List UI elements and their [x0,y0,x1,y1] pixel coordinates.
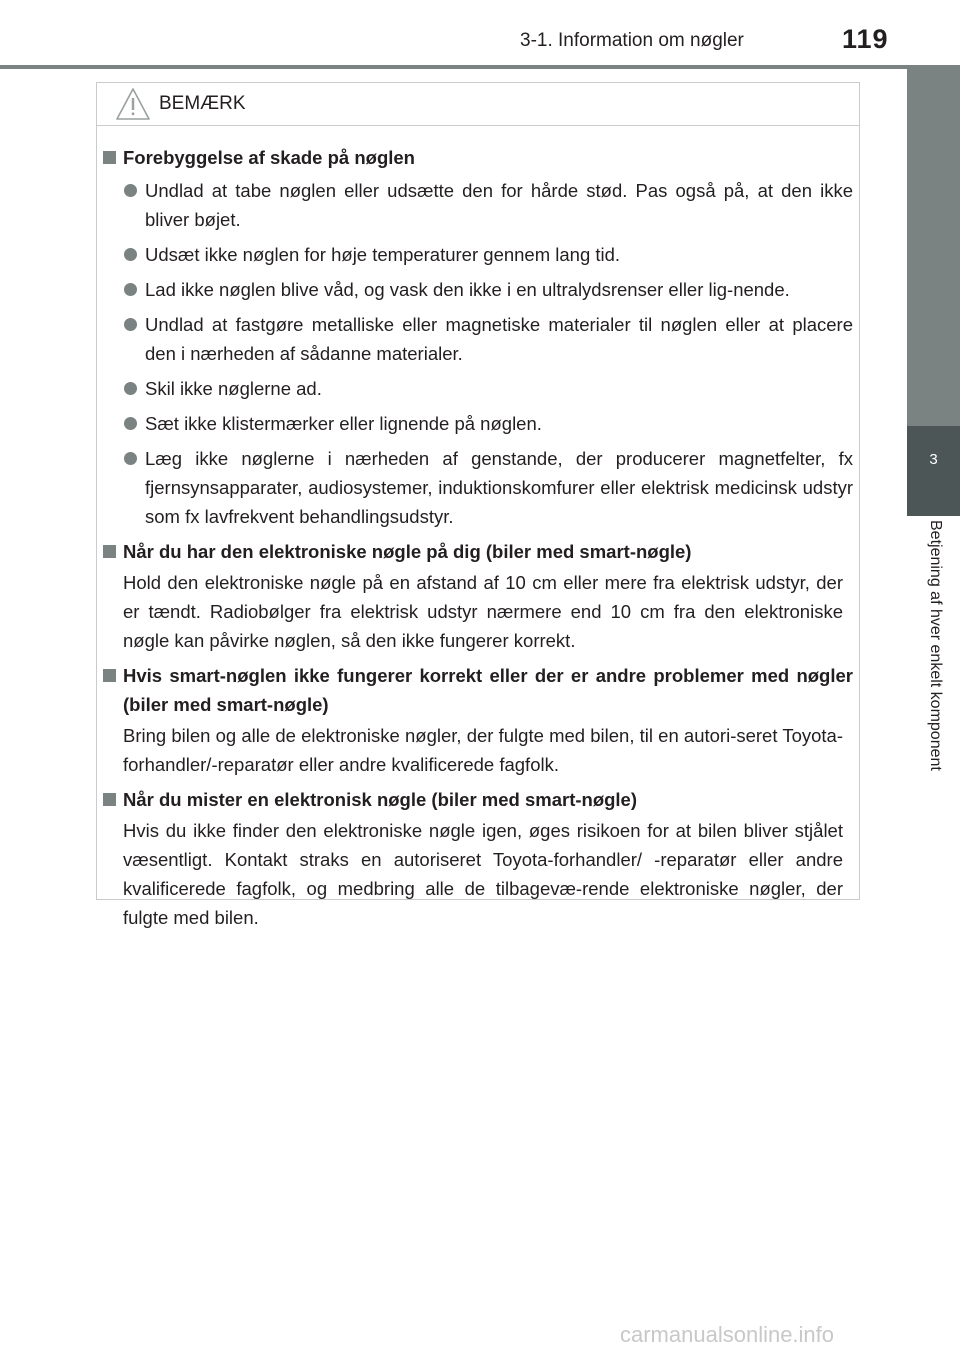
section-heading-text: Hvis smart-nøglen ikke fungerer korrekt eller der er andre problemer med nøgler (biler med smart-nøgle) [123,665,853,715]
square-bullet-icon [103,151,116,164]
round-bullet-icon [124,382,137,395]
list-item-text: Sæt ikke klistermærker eller lignende på nøglen. [145,413,542,434]
round-bullet-icon [124,318,137,331]
square-bullet-icon [103,793,116,806]
list-item [97,409,861,438]
square-bullet-icon [103,545,116,558]
round-bullet-icon [124,248,137,261]
round-bullet-icon [124,184,137,197]
round-bullet-icon [124,452,137,465]
square-bullet-icon [103,669,116,682]
list-item-text: Skil ikke nøglerne ad. [145,378,322,399]
list-item-text: Læg ikke nøglerne i nærheden af genstande, der producerer magnetfelter, fx fjernsynsapparater, audiosystemer, induktionskomfurer eller elektrisk medicinsk udstyr som fx lavfrekvent behandlingsudstyr. [145,448,853,527]
side-tab-upper [907,68,960,426]
section-heading [97,661,861,719]
list-item [97,374,861,403]
section-heading [97,143,861,172]
list-item [97,310,861,368]
list-item-text: Lad ikke nøglen blive våd, og vask den ikke i en ultralydsrenser eller lig-nende. [145,279,790,300]
section-heading-text: Når du mister en elektronisk nøgle (biler med smart-nøgle) [123,789,638,810]
list-item [97,176,861,234]
notice-box [96,82,860,928]
paragraph: Hold den elektroniske nøgle på en afstand af 10 cm eller mere fra elektrisk udstyr, der er tændt. Radiobølger fra elektrisk udstyr nærmere end 10 cm fra den elektroniske nøgle kan påvirke nøglen, så den ikke fungerer korrekt. [123,572,843,651]
warning-triangle-icon [115,87,151,121]
list-item [97,275,861,304]
section-heading-text: Når du har den elektroniske nøgle på dig (biler med smart-nøgle) [123,541,692,562]
list-item-text: Undlad at fastgøre metalliske eller magnetiske materialer til nøglen eller at placere den i nærheden af sådanne materialer. [145,314,853,364]
list-item-text: Undlad at tabe nøglen eller udsætte den for hårde stød. Pas også på, at den ikke bliver bøjet. [145,180,853,230]
header-rule [0,65,960,69]
section-heading-text: Forebyggelse af skade på nøglen [123,147,415,168]
section-heading [97,537,861,566]
round-bullet-icon [124,417,137,430]
chapter-number-tab: 3 [907,426,960,516]
notice-title: BEMÆRK [159,93,246,114]
watermark: carmanualsonline.info [620,1322,835,1347]
notice-header [97,83,859,126]
section-header: 3-1. Information om nøgler [520,30,744,51]
paragraph: Bring bilen og alle de elektroniske nøgler, der fulgte med bilen, til en autori-seret Toyota-forhandler/-reparatør eller andre kvalificerede fagfolk. [123,725,843,775]
page-number: 119 [842,24,889,54]
list-item [97,444,861,531]
section-heading [97,785,861,814]
list-item [97,240,861,269]
chapter-title: Betjening af hver enkelt komponent [927,520,944,771]
round-bullet-icon [124,283,137,296]
notice-content [97,143,861,932]
paragraph: Hvis du ikke finder den elektroniske nøgle igen, øges risikoen for at bilen bliver stjålet væsentligt. Kontakt straks en autoriseret Toyota-forhandler/ -reparatør eller andre kvalificerede fagfolk, og medbring alle de tilbagevæ-rende elektroniske nøgler, der fulgte med bilen. [123,820,843,928]
list-item-text: Udsæt ikke nøglen for høje temperaturer gennem lang tid. [145,244,621,265]
